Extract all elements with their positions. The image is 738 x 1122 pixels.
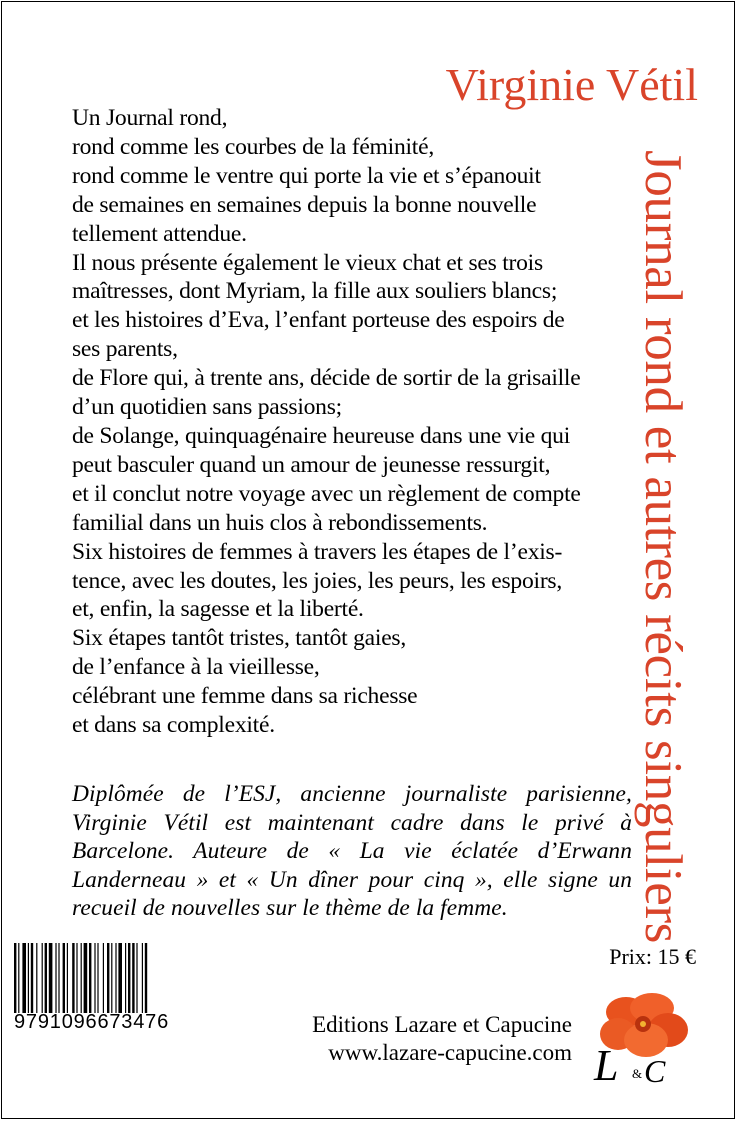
blurb-line: de Solange, quinquagénaire heureuse dans une vie qui <box>72 422 571 449</box>
bio-line: Virginie Vétil est maintenant cadre dans le privé à <box>72 809 632 836</box>
blurb-line: tence, avec les doutes, les joies, les peurs, les espoirs, <box>72 567 563 594</box>
blurb-line: Il nous présente également le vieux chat et ses trois <box>72 249 543 276</box>
barcode-bar <box>103 943 104 1013</box>
barcode-bar <box>97 943 98 1013</box>
blurb-line: rond comme les courbes de la féminité, <box>72 133 434 160</box>
barcode-bar <box>28 943 29 1013</box>
barcode-bar <box>76 943 77 1013</box>
barcode-bar <box>81 943 82 1013</box>
barcode-bar <box>128 943 130 1013</box>
publisher-logo <box>588 990 698 1090</box>
barcode-bar <box>58 943 59 1013</box>
barcode-bar <box>63 943 65 1013</box>
barcode-bar <box>115 943 116 1013</box>
book-blurb <box>72 104 632 740</box>
barcode-bar <box>42 943 43 1013</box>
blurb-line: et dans sa complexité. <box>72 712 275 739</box>
barcode-bar <box>22 943 26 1013</box>
book-title: Journal rond et autres récits singuliers <box>634 150 692 944</box>
barcode-bar <box>132 943 134 1013</box>
author-name: Virginie Vétil <box>445 59 698 110</box>
barcode-bar <box>145 943 147 1013</box>
publisher-url[interactable]: www.lazare-capucine.com <box>328 1040 572 1065</box>
blurb-line: Un Journal rond, <box>72 105 228 131</box>
barcode-bar <box>72 943 74 1013</box>
barcode-bar <box>18 943 19 1013</box>
barcode-bar <box>136 943 137 1013</box>
barcode-bar <box>49 943 53 1013</box>
barcode-bar <box>107 943 109 1013</box>
publisher-info <box>312 1011 572 1067</box>
bio-line: recueil de nouvelles sur le thème de la femme. <box>72 895 508 921</box>
blurb-line: célébrant une femme dans sa richesse <box>72 683 418 710</box>
barcode-bar <box>125 943 126 1013</box>
barcode-bar <box>31 943 33 1013</box>
barcode-bar <box>111 943 112 1013</box>
blurb-line: de l’enfance à la vieillesse, <box>72 654 320 681</box>
blurb-line: et les histoires d’Eva, l’enfant porteuse des espoirs de <box>72 307 565 334</box>
barcode-bar <box>118 943 122 1013</box>
barcode-bar <box>84 943 88 1013</box>
blurb-line: d’un quotidien sans passions; <box>72 394 342 421</box>
barcode-bars <box>12 943 220 1013</box>
blurb-line: Six histoires de femmes à travers les étapes de l’exis- <box>72 538 563 565</box>
blurb-line: rond comme le ventre qui porte la vie et s’épanouit <box>72 162 541 189</box>
blurb-line: peut basculer quand un amour de jeunesse ressurgit, <box>72 451 551 478</box>
barcode-bar <box>94 943 95 1013</box>
barcode-bar <box>142 943 143 1013</box>
publisher-name: Editions Lazare et Capucine <box>312 1012 572 1037</box>
blurb-line: et, enfin, la sagesse et la liberté. <box>72 596 364 623</box>
barcode <box>12 943 220 1033</box>
author-bio <box>72 780 632 923</box>
barcode-bar <box>89 943 91 1013</box>
logo-letter-c: C <box>644 1053 666 1089</box>
barcode-bar <box>55 943 56 1013</box>
blurb-line: de Flore qui, à trente ans, décide de sortir de la grisaille <box>72 365 581 392</box>
isbn-number: 9791096673476 <box>14 1011 169 1033</box>
blurb-line: Six étapes tantôt tristes, tantôt gaies, <box>72 625 407 652</box>
blurb-line: de semaines en semaines depuis la bonne nouvelle <box>72 191 537 218</box>
blurb-line: ses parents, <box>72 336 178 363</box>
logo-ampersand: & <box>632 1066 643 1081</box>
barcode-bar <box>45 943 47 1013</box>
blurb-line: tellement attendue. <box>72 220 247 247</box>
price-label: Prix: 15 € <box>609 944 696 969</box>
book-title-vertical-container <box>628 150 698 944</box>
logo-letter-l: L <box>594 1041 619 1090</box>
bio-line: Diplômée de l’ESJ, ancienne journaliste parisienne, <box>72 781 632 807</box>
blurb-line: familial dans un huis clos à rebondissements. <box>72 509 488 536</box>
blurb-line: maîtresses, dont Myriam, la fille aux souliers blancs; <box>72 278 558 305</box>
bio-line: Landerneau » et « Un dîner pour cinq », elle signe un <box>72 866 632 893</box>
barcode-bar <box>14 943 16 1013</box>
barcode-bar <box>36 943 37 1013</box>
barcode-bar <box>67 943 68 1013</box>
bio-line: Barcelone. Auteure de « La vie éclatée d’Erwann <box>72 838 632 864</box>
blurb-line: et il conclut notre voyage avec un règlement de compte <box>72 480 581 507</box>
